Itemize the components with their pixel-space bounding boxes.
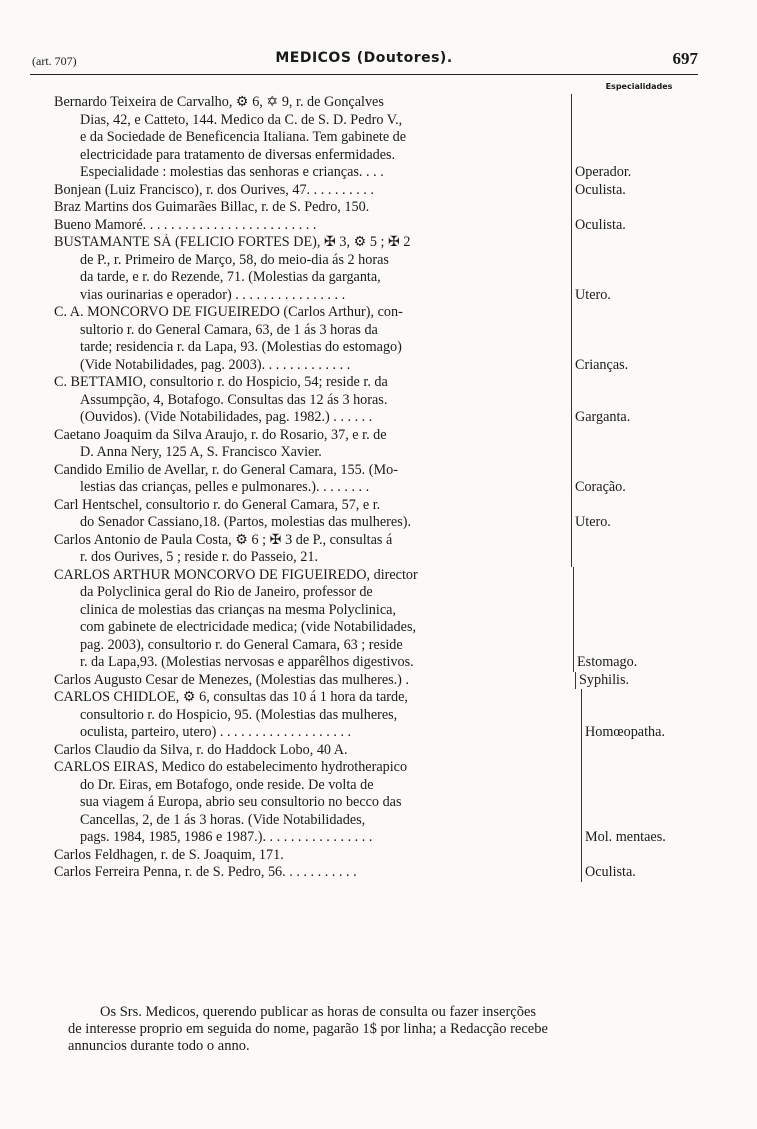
- entry-specialty: Oculista.: [585, 864, 636, 880]
- entry-line: clinica de molestias das crianças na mesma Polyclinica,: [80, 601, 396, 618]
- entry-text: [54, 374, 572, 427]
- page-header: [30, 48, 698, 75]
- entry-text: [54, 567, 574, 672]
- entry-line: Bueno Mamoré. . . . . . . . . . . . . . . . . . . . . . . . .: [54, 216, 317, 233]
- footer-line: Os Srs. Medicos, querendo publicar as horas de consulta ou fazer inserções: [100, 1004, 537, 1020]
- specialty-column-heading: Especialidades: [605, 82, 673, 91]
- directory-entry: [54, 234, 702, 304]
- entry-line: da Polyclinica geral do Rio de Janeiro, professor de: [80, 584, 373, 600]
- directory-entry: [54, 532, 702, 567]
- directory-entry: [54, 427, 702, 462]
- entry-text: [54, 94, 572, 182]
- entry-line: C. A. MONCORVO DE FIGUEIREDO (Carlos Arthur), con-: [54, 304, 403, 320]
- entry-text: [54, 199, 572, 217]
- entry-text: [54, 689, 582, 742]
- entry-line: vias ourinarias e operador) . . . . . . . . . . . . . . . .: [80, 286, 346, 303]
- entry-line: Carlos Augusto Cesar de Menezes, (Molestias das mulheres.) .: [54, 671, 410, 688]
- entry-text: [54, 672, 576, 690]
- doctor-entries: [54, 94, 702, 882]
- directory-entry: [54, 742, 702, 760]
- entry-line: consultorio r. do Hospicio, 95. (Molestias das mulheres,: [80, 706, 398, 723]
- entry-line: Cancellas, 2, de 1 ás 3 horas. (Vide Notabilidades,: [80, 811, 366, 828]
- directory-entry: [54, 672, 702, 690]
- directory-entry: [54, 689, 702, 742]
- entry-line: sultorio r. do General Camara, 63, de 1 ás 3 horas da: [80, 321, 378, 338]
- directory-entry: [54, 182, 702, 200]
- entry-text: [54, 532, 572, 567]
- directory-entry: [54, 567, 702, 672]
- entry-specialty: Coração.: [575, 479, 626, 495]
- entry-specialty: Garganta.: [575, 409, 631, 425]
- footer-notice: [68, 1004, 702, 1055]
- entry-line: Carl Hentschel, consultorio r. do General Camara, 57, e r.: [54, 496, 381, 513]
- entry-line: com gabinete de electricidade medica; (vide Notabilidades,: [80, 619, 417, 635]
- entry-text: [54, 742, 582, 760]
- directory-entry: [54, 759, 702, 847]
- entry-line: pags. 1984, 1985, 1986 e 1987.). . . . . . . . . . . . . . . .: [80, 829, 373, 845]
- entry-text: [54, 497, 572, 532]
- entry-text: [54, 759, 582, 847]
- entry-line: Dias, 42, e Catteto, 144. Medico da C. de S. D. Pedro V.,: [80, 111, 403, 128]
- entry-specialty: [572, 427, 702, 462]
- entry-specialty: Syphilis.: [579, 671, 630, 688]
- directory-entry: [54, 217, 702, 235]
- directory-entry: [54, 94, 702, 182]
- entry-line: tarde; residencia r. da Lapa, 93. (Molestias do estomago): [80, 339, 402, 355]
- entry-line: Bernardo Teixeira de Carvalho, ⚙ 6, ✡ 9, r. de Gonçalves: [54, 94, 384, 110]
- entry-line: Especialidade : molestias das senhoras e crianças. . . .: [80, 164, 384, 180]
- entry-specialty: Crianças.: [575, 356, 629, 373]
- entry-line: Carlos Feldhagen, r. de S. Joaquim, 171.: [54, 846, 284, 863]
- entry-text: [54, 182, 572, 200]
- directory-entry: [54, 374, 702, 427]
- footer-line: de interesse proprio em seguida do nome, pagarão 1$ por linha; a Redacção recebe: [68, 1021, 548, 1037]
- entry-specialty: Utero.: [575, 286, 611, 303]
- entry-text: [54, 427, 572, 462]
- entry-specialty: [572, 532, 702, 567]
- entry-line: C. BETTAMIO, consultorio r. do Hospicio, 54; reside r. da: [54, 374, 388, 390]
- entry-line: lestias das crianças, pelles e pulmonares.). . . . . . . .: [80, 479, 370, 495]
- entry-specialty: Mol. mentaes.: [585, 829, 666, 845]
- entry-line: CARLOS ARTHUR MONCORVO DE FIGUEIREDO, director: [54, 566, 418, 583]
- footer-line: annuncios durante todo o anno.: [68, 1038, 250, 1054]
- entry-line: r. da Lapa,93. (Molestias nervosas e apparêlhos digestivos.: [80, 654, 414, 670]
- entry-line: Candido Emilio de Avellar, r. do General Camara, 155. (Mo-: [54, 461, 398, 478]
- entry-text: [54, 462, 572, 497]
- entry-line: Carlos Antonio de Paula Costa, ⚙ 6 ; ✠ 3 de P., consultas á: [54, 531, 393, 548]
- entry-line: da tarde, e r. do Rezende, 71. (Molestias da garganta,: [80, 269, 381, 285]
- entry-specialty: [572, 199, 702, 217]
- entry-text: [54, 847, 582, 865]
- entry-line: CARLOS CHIDLOE, ⚙ 6, consultas das 10 á 1 hora da tarde,: [54, 689, 408, 705]
- entry-specialty: [582, 742, 702, 760]
- entry-line: Bonjean (Luiz Francisco), r. dos Ourives, 47. . . . . . . . . .: [54, 181, 374, 198]
- entry-line: do Dr. Eiras, em Botafogo, onde reside. De volta de: [80, 776, 374, 793]
- entry-line: Carlos Ferreira Penna, r. de S. Pedro, 56. . . . . . . . . . .: [54, 864, 357, 880]
- entry-text: [54, 234, 572, 304]
- article-number: (art. 707): [32, 54, 77, 68]
- directory-entry: [54, 462, 702, 497]
- entry-line: e da Sociedade de Beneficencia Italiana. Tem gabinete de: [80, 129, 407, 145]
- entry-specialty: Oculista.: [575, 216, 626, 233]
- entry-text: [54, 217, 572, 235]
- entry-line: Carlos Claudio da Silva, r. do Haddock Lobo, 40 A.: [54, 741, 348, 758]
- entry-line: r. dos Ourives, 5 ; reside r. do Passeio, 21.: [80, 549, 319, 565]
- page-title: MEDICOS (Doutores).: [275, 50, 453, 66]
- entry-line: CARLOS EIRAS, Medico do estabelecimento hydrotherapico: [54, 759, 408, 775]
- entry-line: (Ouvidos). (Vide Notabilidades, pag. 1982.) . . . . . .: [80, 409, 373, 425]
- entry-line: Assumpção, 4, Botafogo. Consultas das 12 ás 3 horas.: [80, 391, 388, 408]
- entry-line: D. Anna Nery, 125 A, S. Francisco Xavier.: [80, 444, 322, 460]
- directory-entry: [54, 304, 702, 374]
- entry-line: de P., r. Primeiro de Março, 58, do meio-dia ás 2 horas: [80, 251, 389, 268]
- entry-specialty: Utero.: [575, 514, 611, 530]
- entry-specialty: [582, 847, 702, 865]
- entry-line: pag. 2003), consultorio r. do General Camara, 63 ; reside: [80, 636, 403, 653]
- directory-entry: [54, 497, 702, 532]
- entry-specialty: Estomago.: [577, 654, 638, 670]
- entry-line: (Vide Notabilidades, pag. 2003). . . . . . . . . . . . .: [80, 356, 351, 373]
- entry-specialty: Operador.: [575, 164, 632, 180]
- entry-specialty: Oculista.: [575, 181, 626, 198]
- directory-entry: [54, 864, 702, 882]
- entry-line: Braz Martins dos Guimarães Billac, r. de S. Pedro, 150.: [54, 199, 370, 215]
- page-number: 697: [672, 49, 698, 68]
- entry-line: BUSTAMANTE SÁ (FELICIO FORTES DE), ✠ 3, ⚙ 5 ; ✠ 2: [54, 234, 411, 250]
- entry-specialty: Homœopatha.: [585, 724, 665, 740]
- directory-entry: [54, 199, 702, 217]
- entry-line: sua viagem á Europa, abrio seu consultorio no becco das: [80, 794, 402, 810]
- entry-line: do Senador Cassiano,18. (Partos, molestias das mulheres).: [80, 514, 411, 530]
- entry-text: [54, 864, 582, 882]
- entry-line: oculista, parteiro, utero) . . . . . . . . . . . . . . . . . . .: [80, 724, 352, 740]
- entry-line: Caetano Joaquim da Silva Araujo, r. do Rosario, 37, e r. de: [54, 426, 387, 443]
- entry-text: [54, 304, 572, 374]
- entry-line: electricidade para tratamento de diversas enfermidades.: [80, 146, 396, 163]
- directory-entry: [54, 847, 702, 865]
